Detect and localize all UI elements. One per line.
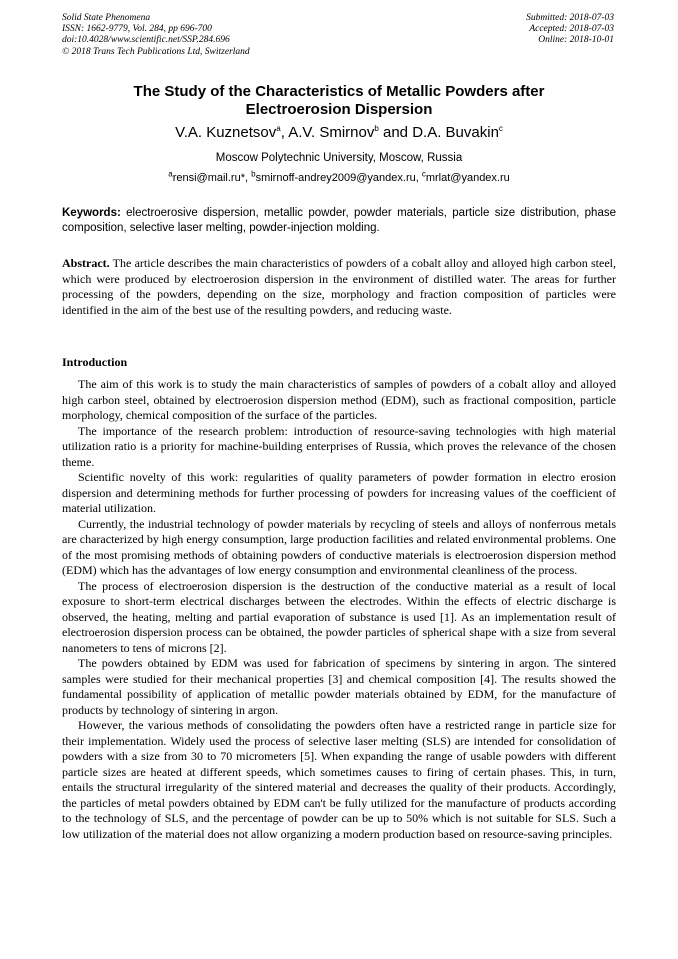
affiliation: Moscow Polytechnic University, Moscow, Russia (215, 152, 463, 164)
abstract-label: Abstract. (62, 256, 110, 270)
email-2-mark: b (251, 169, 256, 179)
email-2[interactable]: smirnoff-andrey2009@yandex.ru, (255, 172, 422, 184)
journal-name: Solid State Phenomena (62, 13, 151, 23)
title-line-1: The Study of the Characteristics of Metallic Powders after (133, 83, 545, 100)
keywords-label: Keywords: (62, 207, 121, 219)
abstract-block (62, 256, 616, 318)
author-3-affil-mark: c (498, 124, 503, 133)
paper-title (62, 83, 616, 119)
email-3-mark: c (421, 169, 426, 179)
author-1-affil-mark: a (276, 124, 281, 133)
email-1[interactable]: rensi@mail.ru*, (172, 172, 252, 184)
abstract-text: The article describes the main characteristics of powders of a cobalt alloy and alloyed high carbon steel, which were produced by electroerosion dispersion in the environment of distilled water. The areas for further processing of the powders, depending on the size, morphology and fraction composition of particles were identified in the aim of the best use of the resulting powders, and reducing waste. (62, 256, 616, 317)
author-emails (62, 171, 616, 185)
journal-info (62, 13, 250, 58)
paragraph: However, the various methods of consolidating the powders often have a restricted range in particle size for their implementation. Widely used the process of selective laser melting (SLS) are intended for consolidation of powders with a size from 30 to 70 micrometers [5]. When expanding the range of usable powders with different particle sizes are heated at different speeds, which sometimes causes to firing of certain phases. This, in turn, entails the structural irregularity of the sintered material and decreases the quality of their products. Accordingly, the particles of metal powders obtained by EDM can't be fully utilized for the manufacture of products according to the technology of SLS, and the percentage of powder can be up to 50% which is not suitable for SLS. Such a low utilization of the material does not allow organizing a modern production based on resource-saving principles. (62, 718, 616, 841)
date-online: Online: 2018-10-01 (538, 35, 614, 46)
paragraph: The importance of the research problem: introduction of resource-saving technologies with high material utilization ratio is a priority for machine-building enterprises of Russia, which proves the relevance of the chosen theme. (62, 423, 616, 469)
email-1-mark: a (168, 169, 173, 179)
section-heading-introduction: Introduction (62, 355, 128, 369)
email-3[interactable]: mrlat@yandex.ru (425, 172, 510, 184)
author-list (62, 123, 616, 143)
introduction-body (62, 377, 616, 842)
date-accepted: Accepted: 2018-07-03 (529, 24, 614, 35)
paragraph: The process of electroerosion dispersion is the destruction of the conductive material as a result of local exposure to short-term electrical discharges between the electrodes. Within the effects of electric discharge is observed, the heating, melting and partial evaporation of substance is used [1]. As an implementation result of electroerosion dispersion process can be obtained, the powder particles of spherical shape with a size from several nanometers to tens of microns [2]. (62, 578, 616, 655)
author-1: V.A. Kuznetsov (175, 124, 277, 141)
author-conjunction: and (378, 124, 413, 141)
title-line-2: Electroerosion Dispersion (245, 101, 433, 118)
journal-copyright: © 2018 Trans Tech Publications Ltd, Switzerland (62, 46, 250, 57)
keywords-text: electroerosive dispersion, metallic powder, powder materials, particle size distribution, phase composition, selective laser melting, powder-injection molding. (62, 207, 616, 234)
paragraph: The powders obtained by EDM was used for fabrication of specimens by sintering in argon. The sintered samples were studied for their mechanical properties [3] and chemical composition [4]. The results showed the fundamental possibility of application of metallic powder materials obtained by EDM, for the manufacture of products by technology of sintering in argon. (62, 656, 616, 717)
author-2: A.V. Smirnov (288, 124, 375, 141)
author-3: D.A. Buvakin (412, 124, 499, 141)
paragraph: Currently, the industrial technology of powder materials by recycling of steels and alloys of nonferrous metals are characterized by high energy consumption, large production facilities and related environmental problems. One of the most promising methods of obtaining powders of conductive materials is electroerosion dispersion method (EDM) which has the advantages of low energy consumption and environmental cleanliness of the process. (62, 516, 616, 577)
paragraph: The aim of this work is to study the main characteristics of samples of powders of a cobalt alloy and alloyed high carbon steel, obtained by electroerosion dispersion method (EDM), such as fractional composition, particle morphology, chemical composition of the surface of the particles. (62, 377, 616, 422)
date-submitted: Submitted: 2018-07-03 (526, 13, 614, 23)
paragraph: Scientific novelty of this work: regularities of quality parameters of powder formation in electro erosion dispersion and determining methods for further processing of powders for increasing values of the coefficient of material utilization. (62, 470, 616, 515)
journal-doi[interactable]: doi:10.4028/www.scientific.net/SSP.284.696 (62, 35, 230, 46)
author-2-affil-mark: b (374, 124, 379, 133)
journal-issn: ISSN: 1662-9779, Vol. 284, pp 696-700 (62, 24, 212, 35)
author-separator: , (280, 124, 289, 141)
publication-dates (526, 13, 614, 47)
keywords-block (62, 206, 616, 236)
